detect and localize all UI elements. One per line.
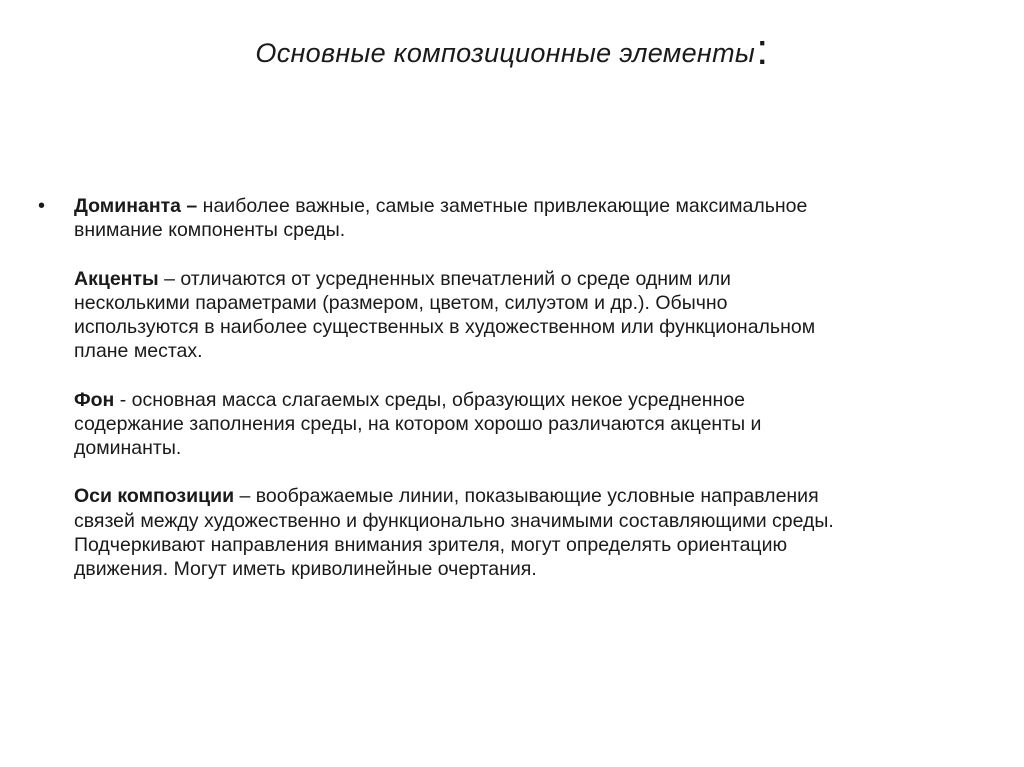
slide-title-text: Основные композиционные элементы bbox=[255, 38, 756, 68]
definition-aktsenty: – отличаются от усредненных впечатлений о среде одним или несколькими параметрами (размером, цветом, силуэтом и др.). Обычно используются в наиболее существенных в художественном или функциональном плане местах. bbox=[74, 267, 816, 363]
bullet-icon: • bbox=[38, 195, 46, 217]
paragraph-dominanta bbox=[74, 194, 834, 242]
paragraph-osi-kompozitsii bbox=[74, 484, 834, 581]
definition-osi-kompozitsii: – воображаемые линии, показывающие условные направления связей между художественно и функционально значимыми составляющими среды. Подчеркивают направления внимания зрителя, могут определять ориентацию движения. Могут иметь криволинейные очертания. bbox=[74, 485, 834, 580]
bullet-content bbox=[74, 194, 834, 581]
definition-dominanta: наиболее важные, самые заметные привлекающие максимальное внимание компоненты среды. bbox=[74, 195, 808, 242]
term-fon: Фон bbox=[74, 388, 115, 411]
definition-fon: - основная масса слагаемых среды, образующих некое усредненное содержание заполнения среды, на котором хорошо различаются акценты и доминанты. bbox=[74, 388, 762, 459]
paragraph-fon bbox=[74, 388, 834, 461]
paragraph-aktsenty bbox=[74, 267, 834, 364]
term-dominanta: Доминанта – bbox=[74, 195, 198, 217]
slide-title-colon: : bbox=[756, 25, 769, 74]
term-osi-kompozitsii: Оси композиции bbox=[74, 485, 235, 508]
slide-title bbox=[0, 25, 1024, 74]
term-aktsenty: Акценты bbox=[74, 267, 159, 290]
